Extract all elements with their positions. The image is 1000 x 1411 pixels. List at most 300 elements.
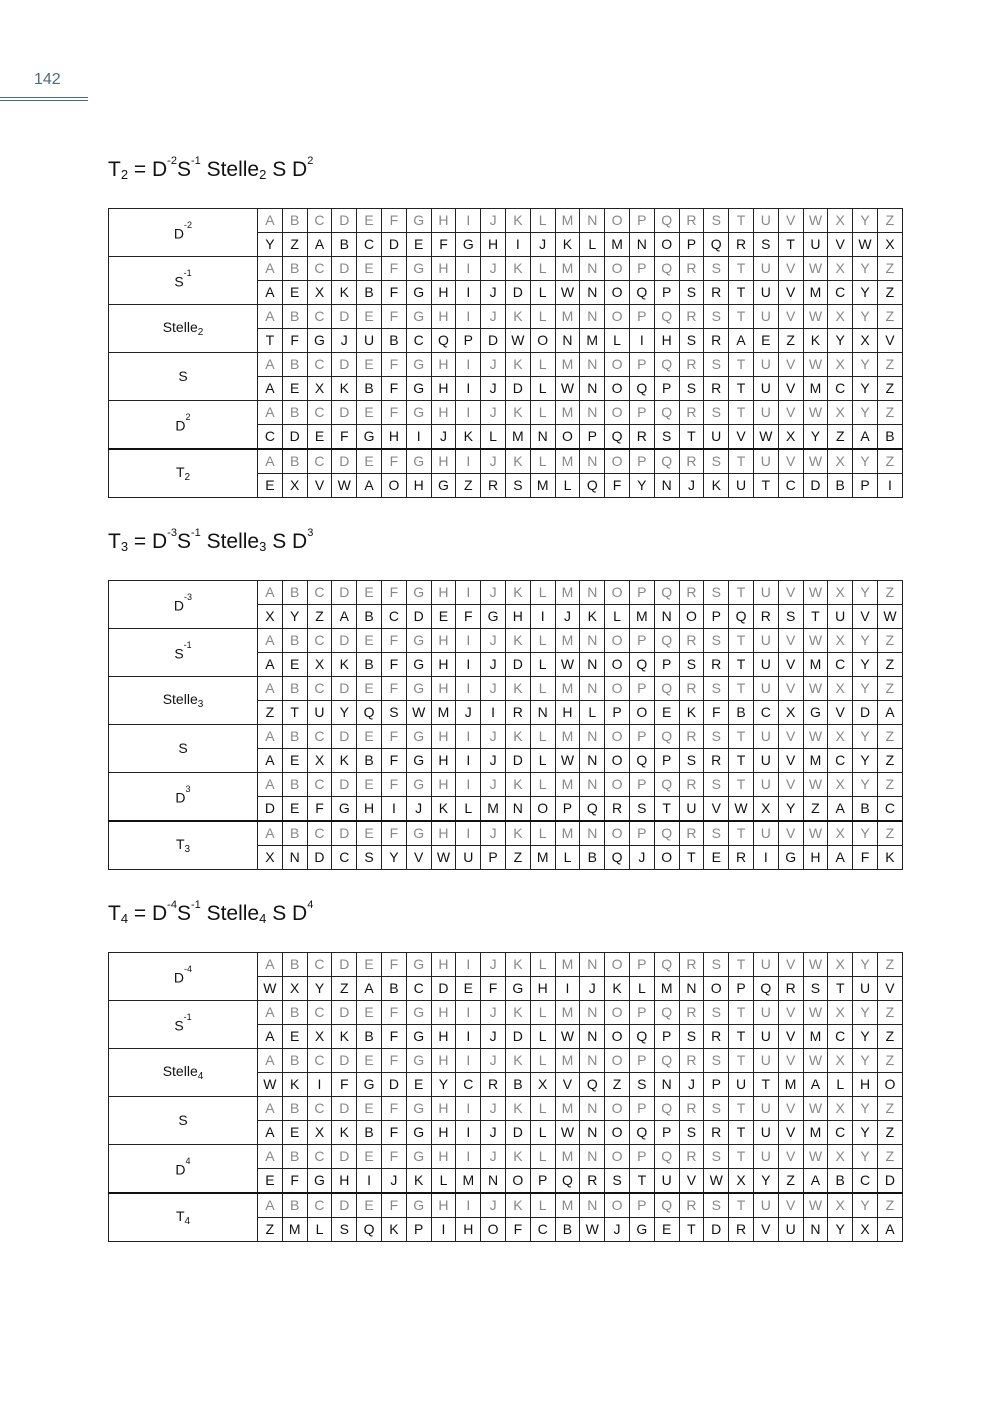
mapping-cell: Y <box>307 977 332 1001</box>
mapping-cell: S <box>605 1169 630 1194</box>
mapping-cell: R <box>753 605 778 629</box>
alphabet-cell: T <box>729 773 754 797</box>
mapping-cell: I <box>456 1025 481 1049</box>
alphabet-cell: I <box>456 629 481 653</box>
formula-superscript: -3 <box>167 527 177 539</box>
mapping-cell: Q <box>605 425 630 450</box>
mapping-cell: Y <box>828 329 853 353</box>
mapping-cell: H <box>431 1025 456 1049</box>
mapping-cell: E <box>753 329 778 353</box>
alphabet-cell: H <box>431 1097 456 1121</box>
mapping-cell: B <box>381 329 406 353</box>
alphabet-cell: W <box>803 209 828 233</box>
mapping-cell: J <box>332 329 357 353</box>
row-label-index: 2 <box>184 472 191 483</box>
mapping-cell: R <box>704 329 729 353</box>
alphabet-cell: R <box>679 257 704 281</box>
alphabet-cell: Y <box>853 821 878 846</box>
alphabet-cell: I <box>456 1193 481 1218</box>
alphabet-cell: U <box>753 353 778 377</box>
alphabet-cell: B <box>282 353 307 377</box>
mapping-cell: O <box>605 377 630 401</box>
mapping-cell: W <box>704 1169 729 1194</box>
alphabet-cell: V <box>778 257 803 281</box>
alphabet-cell: H <box>431 209 456 233</box>
mapping-cell: R <box>778 977 803 1001</box>
alphabet-cell: Z <box>877 401 902 425</box>
alphabet-cell: A <box>258 449 283 474</box>
alphabet-cell: J <box>481 725 506 749</box>
row-label <box>109 821 258 870</box>
mapping-cell: E <box>654 701 679 725</box>
alphabet-row <box>109 677 903 701</box>
mapping-cell: A <box>258 377 283 401</box>
alphabet-cell: M <box>555 401 580 425</box>
mapping-cell: D <box>704 1218 729 1242</box>
alphabet-cell: J <box>481 629 506 653</box>
alphabet-cell: Z <box>877 1145 902 1169</box>
mapping-cell: N <box>580 281 605 305</box>
alphabet-cell: E <box>357 1049 382 1073</box>
alphabet-cell: L <box>530 401 555 425</box>
alphabet-cell: A <box>258 1193 283 1218</box>
mapping-cell: H <box>505 605 530 629</box>
alphabet-cell: U <box>753 1049 778 1073</box>
alphabet-cell: Q <box>654 449 679 474</box>
mapping-cell: S <box>679 1025 704 1049</box>
alphabet-cell: C <box>307 1097 332 1121</box>
alphabet-cell: R <box>679 1193 704 1218</box>
alphabet-cell: V <box>778 1001 803 1025</box>
alphabet-cell: W <box>803 1049 828 1073</box>
alphabet-cell: P <box>629 725 654 749</box>
alphabet-cell: O <box>605 1097 630 1121</box>
mapping-cell: P <box>580 425 605 450</box>
alphabet-cell: P <box>629 953 654 977</box>
alphabet-cell: Z <box>877 821 902 846</box>
alphabet-cell: M <box>555 1001 580 1025</box>
alphabet-row <box>109 1193 903 1218</box>
alphabet-cell: B <box>282 725 307 749</box>
alphabet-cell: R <box>679 353 704 377</box>
alphabet-cell: X <box>828 209 853 233</box>
mapping-cell: M <box>605 233 630 257</box>
alphabet-cell: I <box>456 677 481 701</box>
alphabet-cell: C <box>307 257 332 281</box>
mapping-cell: O <box>605 653 630 677</box>
alphabet-cell: R <box>679 581 704 605</box>
header-rule <box>0 97 88 98</box>
mapping-cell: S <box>505 474 530 498</box>
alphabet-cell: O <box>605 1145 630 1169</box>
mapping-cell: R <box>481 474 506 498</box>
mapping-cell: V <box>704 797 729 822</box>
alphabet-cell: O <box>605 1193 630 1218</box>
mapping-cell: T <box>729 1025 754 1049</box>
mapping-cell: M <box>282 1218 307 1242</box>
alphabet-cell: Q <box>654 581 679 605</box>
mapping-cell: F <box>381 281 406 305</box>
mapping-cell: O <box>654 846 679 870</box>
mapping-cell: X <box>258 846 283 870</box>
row-label-text: S <box>178 1112 188 1128</box>
mapping-cell: I <box>456 281 481 305</box>
mapping-cell: P <box>654 749 679 773</box>
alphabet-cell: S <box>704 257 729 281</box>
mapping-cell: H <box>431 653 456 677</box>
alphabet-cell: X <box>828 581 853 605</box>
alphabet-cell: A <box>258 305 283 329</box>
alphabet-cell: A <box>258 1049 283 1073</box>
alphabet-cell: C <box>307 581 332 605</box>
mapping-cell: R <box>580 1169 605 1194</box>
formula-base: S <box>176 158 191 181</box>
row-label-text: S <box>174 1017 184 1034</box>
mapping-cell: K <box>877 846 902 870</box>
alphabet-cell: C <box>307 953 332 977</box>
alphabet-cell: K <box>505 449 530 474</box>
alphabet-cell: E <box>357 581 382 605</box>
row-label <box>109 449 258 498</box>
mapping-cell: F <box>381 1121 406 1145</box>
row-label <box>109 953 258 1001</box>
alphabet-cell: D <box>332 821 357 846</box>
alphabet-cell: V <box>778 1145 803 1169</box>
formula-subscript: 4 <box>259 911 267 926</box>
mapping-cell: M <box>803 1121 828 1145</box>
alphabet-cell: P <box>629 1097 654 1121</box>
mapping-cell: G <box>406 749 431 773</box>
alphabet-cell: Q <box>654 209 679 233</box>
alphabet-cell: U <box>753 1193 778 1218</box>
mapping-cell: G <box>307 329 332 353</box>
mapping-cell: P <box>530 1169 555 1194</box>
row-label <box>109 773 258 822</box>
alphabet-cell: K <box>505 953 530 977</box>
mapping-cell: A <box>877 1218 902 1242</box>
alphabet-cell: P <box>629 1049 654 1073</box>
mapping-cell: B <box>332 233 357 257</box>
mapping-cell: F <box>307 797 332 822</box>
alphabet-cell: J <box>481 677 506 701</box>
alphabet-cell: N <box>580 821 605 846</box>
mapping-cell: U <box>753 1025 778 1049</box>
row-label-text: D <box>175 789 186 806</box>
alphabet-cell: Z <box>877 305 902 329</box>
mapping-cell: V <box>778 749 803 773</box>
mapping-cell: J <box>679 1073 704 1097</box>
alphabet-cell: W <box>803 725 828 749</box>
mapping-cell: A <box>258 281 283 305</box>
alphabet-cell: W <box>803 581 828 605</box>
mapping-cell: Z <box>877 1025 902 1049</box>
alphabet-cell: B <box>282 1049 307 1073</box>
row-label-exponent: -2 <box>184 220 193 231</box>
alphabet-cell: S <box>704 953 729 977</box>
mapping-cell: G <box>629 1218 654 1242</box>
mapping-cell: N <box>580 1025 605 1049</box>
mapping-cell: E <box>456 977 481 1001</box>
mapping-cell: I <box>530 605 555 629</box>
mapping-cell: V <box>679 1169 704 1194</box>
alphabet-cell: B <box>282 1145 307 1169</box>
alphabet-cell: T <box>729 1145 754 1169</box>
mapping-cell: P <box>654 281 679 305</box>
mapping-cell: U <box>753 377 778 401</box>
alphabet-row <box>109 305 903 329</box>
alphabet-cell: N <box>580 305 605 329</box>
alphabet-cell: Z <box>877 725 902 749</box>
alphabet-cell: T <box>729 449 754 474</box>
mapping-cell: T <box>828 977 853 1001</box>
mapping-cell: V <box>877 329 902 353</box>
alphabet-cell: G <box>406 725 431 749</box>
alphabet-cell: R <box>679 449 704 474</box>
mapping-cell: O <box>530 329 555 353</box>
alphabet-cell: S <box>704 305 729 329</box>
mapping-cell: U <box>803 233 828 257</box>
alphabet-cell: A <box>258 1001 283 1025</box>
mapping-cell: K <box>381 1218 406 1242</box>
alphabet-cell: R <box>679 1049 704 1073</box>
mapping-cell: I <box>456 377 481 401</box>
alphabet-cell: P <box>629 449 654 474</box>
mapping-cell: J <box>555 605 580 629</box>
alphabet-cell: J <box>481 1193 506 1218</box>
alphabet-cell: P <box>629 257 654 281</box>
alphabet-row <box>109 1001 903 1025</box>
alphabet-cell: A <box>258 1145 283 1169</box>
mapping-cell: R <box>704 653 729 677</box>
mapping-cell: L <box>605 605 630 629</box>
alphabet-cell: S <box>704 1145 729 1169</box>
alphabet-cell: Y <box>853 629 878 653</box>
mapping-cell: U <box>753 749 778 773</box>
mapping-cell: P <box>654 653 679 677</box>
mapping-cell: O <box>381 474 406 498</box>
mapping-cell: M <box>431 701 456 725</box>
alphabet-cell: E <box>357 629 382 653</box>
alphabet-cell: T <box>729 725 754 749</box>
mapping-cell: P <box>555 797 580 822</box>
mapping-cell: Y <box>753 1169 778 1194</box>
alphabet-cell: G <box>406 581 431 605</box>
mapping-cell: V <box>778 1121 803 1145</box>
mapping-cell: F <box>456 605 481 629</box>
alphabet-cell: K <box>505 725 530 749</box>
mapping-cell: P <box>456 329 481 353</box>
alphabet-cell: N <box>580 1193 605 1218</box>
mapping-cell: C <box>828 749 853 773</box>
alphabet-cell: R <box>679 305 704 329</box>
mapping-cell: N <box>580 749 605 773</box>
alphabet-cell: H <box>431 1001 456 1025</box>
permutation-section-t3 <box>108 522 903 870</box>
alphabet-cell: H <box>431 1049 456 1073</box>
mapping-cell: H <box>357 797 382 822</box>
mapping-cell: W <box>505 329 530 353</box>
alphabet-cell: C <box>307 1049 332 1073</box>
mapping-cell: W <box>258 1073 283 1097</box>
mapping-cell: K <box>332 377 357 401</box>
mapping-cell: P <box>679 233 704 257</box>
alphabet-cell: Y <box>853 1097 878 1121</box>
mapping-cell: L <box>481 425 506 450</box>
permutation-table <box>108 208 903 498</box>
mapping-cell: L <box>828 1073 853 1097</box>
alphabet-cell: E <box>357 209 382 233</box>
alphabet-cell: A <box>258 581 283 605</box>
alphabet-cell: R <box>679 953 704 977</box>
alphabet-cell: R <box>679 821 704 846</box>
alphabet-cell: I <box>456 401 481 425</box>
alphabet-cell: U <box>753 1097 778 1121</box>
alphabet-cell: L <box>530 821 555 846</box>
mapping-cell: L <box>456 797 481 822</box>
alphabet-cell: R <box>679 1001 704 1025</box>
mapping-cell: N <box>530 701 555 725</box>
mapping-cell: I <box>357 1169 382 1194</box>
alphabet-cell: G <box>406 953 431 977</box>
alphabet-cell: R <box>679 725 704 749</box>
alphabet-cell: J <box>481 953 506 977</box>
alphabet-cell: K <box>505 773 530 797</box>
mapping-cell: F <box>381 1025 406 1049</box>
mapping-cell: E <box>258 1169 283 1194</box>
alphabet-cell: Z <box>877 953 902 977</box>
alphabet-cell: V <box>778 1193 803 1218</box>
mapping-cell: G <box>406 653 431 677</box>
mapping-cell: B <box>357 377 382 401</box>
alphabet-cell: S <box>704 821 729 846</box>
alphabet-cell: N <box>580 677 605 701</box>
alphabet-row <box>109 1145 903 1169</box>
row-label-text: S <box>178 740 188 756</box>
row-label-text: Stelle <box>162 319 198 335</box>
alphabet-cell: P <box>629 209 654 233</box>
mapping-cell: B <box>828 1169 853 1194</box>
alphabet-cell: K <box>505 401 530 425</box>
mapping-cell: U <box>654 1169 679 1194</box>
alphabet-cell: G <box>406 209 431 233</box>
alphabet-cell: D <box>332 209 357 233</box>
alphabet-cell: T <box>729 353 754 377</box>
alphabet-cell: U <box>753 821 778 846</box>
alphabet-row <box>109 953 903 977</box>
mapping-cell: A <box>803 1073 828 1097</box>
mapping-cell: J <box>456 701 481 725</box>
alphabet-cell: G <box>406 353 431 377</box>
alphabet-cell: Z <box>877 1049 902 1073</box>
mapping-cell: T <box>729 281 754 305</box>
alphabet-cell: Y <box>853 1049 878 1073</box>
mapping-cell: T <box>803 605 828 629</box>
row-label <box>109 401 258 450</box>
alphabet-cell: O <box>605 1001 630 1025</box>
mapping-cell: W <box>555 281 580 305</box>
mapping-cell: G <box>307 1169 332 1194</box>
mapping-cell: T <box>729 377 754 401</box>
mapping-cell: A <box>828 846 853 870</box>
mapping-cell: S <box>679 749 704 773</box>
mapping-cell: J <box>629 846 654 870</box>
alphabet-cell: N <box>580 353 605 377</box>
mapping-cell: J <box>481 749 506 773</box>
mapping-cell: U <box>753 653 778 677</box>
mapping-cell: Y <box>803 425 828 450</box>
alphabet-cell: G <box>406 449 431 474</box>
alphabet-cell: J <box>481 257 506 281</box>
alphabet-cell: D <box>332 1193 357 1218</box>
mapping-cell: M <box>803 653 828 677</box>
alphabet-cell: U <box>753 209 778 233</box>
section-formula <box>108 150 903 198</box>
mapping-cell: U <box>729 1073 754 1097</box>
permutation-section-t4 <box>108 894 903 1242</box>
mapping-cell: X <box>307 377 332 401</box>
mapping-cell: T <box>778 233 803 257</box>
alphabet-cell: Q <box>654 629 679 653</box>
alphabet-cell: D <box>332 305 357 329</box>
mapping-cell: X <box>753 797 778 822</box>
alphabet-cell: F <box>381 725 406 749</box>
alphabet-cell: C <box>307 305 332 329</box>
alphabet-cell: W <box>803 401 828 425</box>
mapping-cell: V <box>828 233 853 257</box>
row-label-text: T <box>175 1208 185 1224</box>
alphabet-cell: C <box>307 449 332 474</box>
mapping-cell: V <box>828 701 853 725</box>
alphabet-cell: G <box>406 821 431 846</box>
alphabet-cell: B <box>282 401 307 425</box>
mapping-cell: A <box>828 797 853 822</box>
mapping-cell: F <box>481 977 506 1001</box>
mapping-cell: B <box>357 749 382 773</box>
mapping-cell: G <box>406 1121 431 1145</box>
mapping-cell: Z <box>605 1073 630 1097</box>
alphabet-cell: L <box>530 305 555 329</box>
alphabet-cell: G <box>406 257 431 281</box>
alphabet-cell: O <box>605 581 630 605</box>
mapping-cell: R <box>704 1025 729 1049</box>
alphabet-cell: N <box>580 1145 605 1169</box>
mapping-cell: D <box>381 233 406 257</box>
alphabet-cell: A <box>258 821 283 846</box>
mapping-cell: A <box>357 977 382 1001</box>
alphabet-cell: F <box>381 1001 406 1025</box>
mapping-cell: B <box>357 605 382 629</box>
section-formula <box>108 522 903 570</box>
alphabet-cell: O <box>605 773 630 797</box>
alphabet-cell: C <box>307 773 332 797</box>
alphabet-cell: Y <box>853 449 878 474</box>
alphabet-cell: A <box>258 401 283 425</box>
alphabet-cell: Z <box>877 773 902 797</box>
alphabet-cell: L <box>530 353 555 377</box>
mapping-cell: E <box>282 281 307 305</box>
mapping-cell: A <box>877 701 902 725</box>
alphabet-cell: I <box>456 953 481 977</box>
mapping-cell: H <box>431 281 456 305</box>
mapping-cell: E <box>282 377 307 401</box>
alphabet-cell: F <box>381 209 406 233</box>
formula-base: S D <box>266 902 308 925</box>
mapping-cell: V <box>778 1025 803 1049</box>
alphabet-cell: P <box>629 581 654 605</box>
alphabet-cell: J <box>481 1145 506 1169</box>
alphabet-cell: T <box>729 257 754 281</box>
mapping-cell: A <box>258 653 283 677</box>
